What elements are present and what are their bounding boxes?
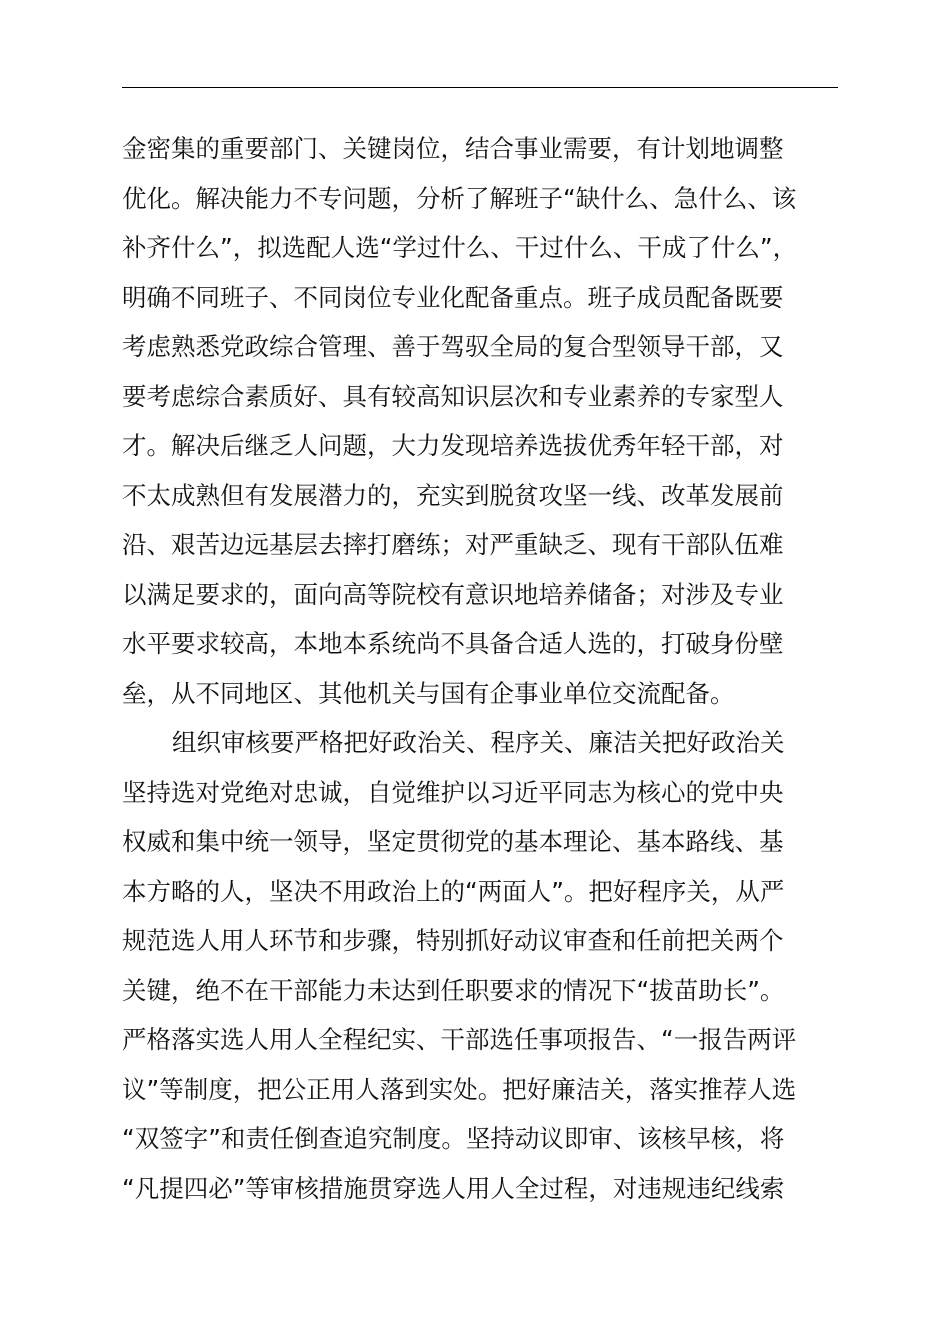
text-line: 坚持选对党绝对忠诚，自觉维护以习近平同志为核心的党中央 [122, 777, 784, 807]
text-line: 规范选人用人环节和步骤，特别抓好动议审查和任前把关两个 [122, 926, 784, 955]
text-line: 水平要求较高，本地本系统尚不具备合适人选的，打破身份壁 [122, 629, 784, 658]
text-line: “双签字”和责任倒查追究制度。坚持动议即审、该核早核，将 [122, 1124, 785, 1153]
text-line: 明确不同班子、不同岗位专业化配备重点。班子成员配备既要 [122, 282, 784, 312]
text-line: 权威和集中统一领导，坚定贯彻党的基本理论、基本路线、基 [122, 827, 784, 856]
text-line: 考虑熟悉党政综合管理、善于驾驭全局的复合型领导干部，又 [122, 332, 784, 361]
text-line: 不太成熟但有发展潜力的，充实到脱贫攻坚一线、改革发展前 [122, 480, 784, 510]
text-line: 才。解决后继乏人问题，大力发现培养选拔优秀年轻干部，对 [122, 431, 784, 460]
body-text [122, 124, 842, 1213]
paragraph-start-line: 组织审核要严格把好政治关、程序关、廉洁关把好政治关 [172, 728, 785, 757]
text-line: 优化。解决能力不专问题，分析了解班子“缺什么、急什么、该 [122, 183, 797, 213]
text-line: 本方略的人，坚决不用政治上的“两面人”。把好程序关，从严 [122, 876, 785, 906]
text-line: 要考虑综合素质好、具有较高知识层次和专业素养的专家型人 [122, 381, 784, 411]
text-line: 关键，绝不在干部能力未达到任职要求的情况下“拔苗助长”。 [122, 975, 785, 1005]
text-line: 议”等制度，把公正用人落到实处。把好廉洁关，落实推荐人选 [122, 1074, 797, 1104]
header-rule [122, 87, 838, 88]
text-line: 沿、艰苦边远基层去摔打磨练；对严重缺乏、现有干部队伍难 [122, 530, 784, 559]
text-line: 垒，从不同地区、其他机关与国有企事业单位交流配备。 [122, 678, 735, 708]
text-line: 金密集的重要部门、关键岗位，结合事业需要，有计划地调整 [122, 134, 784, 163]
text-line: 补齐什么”，拟选配人选“学过什么、干过什么、干成了什么”， [122, 233, 798, 262]
text-line: 以满足要求的，面向高等院校有意识地培养储备；对涉及专业 [122, 579, 784, 609]
text-line: 严格落实选人用人全程纪实、干部选任事项报告、“一报告两评 [122, 1025, 797, 1054]
text-line: “凡提四必”等审核措施贯穿选人用人全过程，对违规违纪线索 [122, 1173, 785, 1203]
